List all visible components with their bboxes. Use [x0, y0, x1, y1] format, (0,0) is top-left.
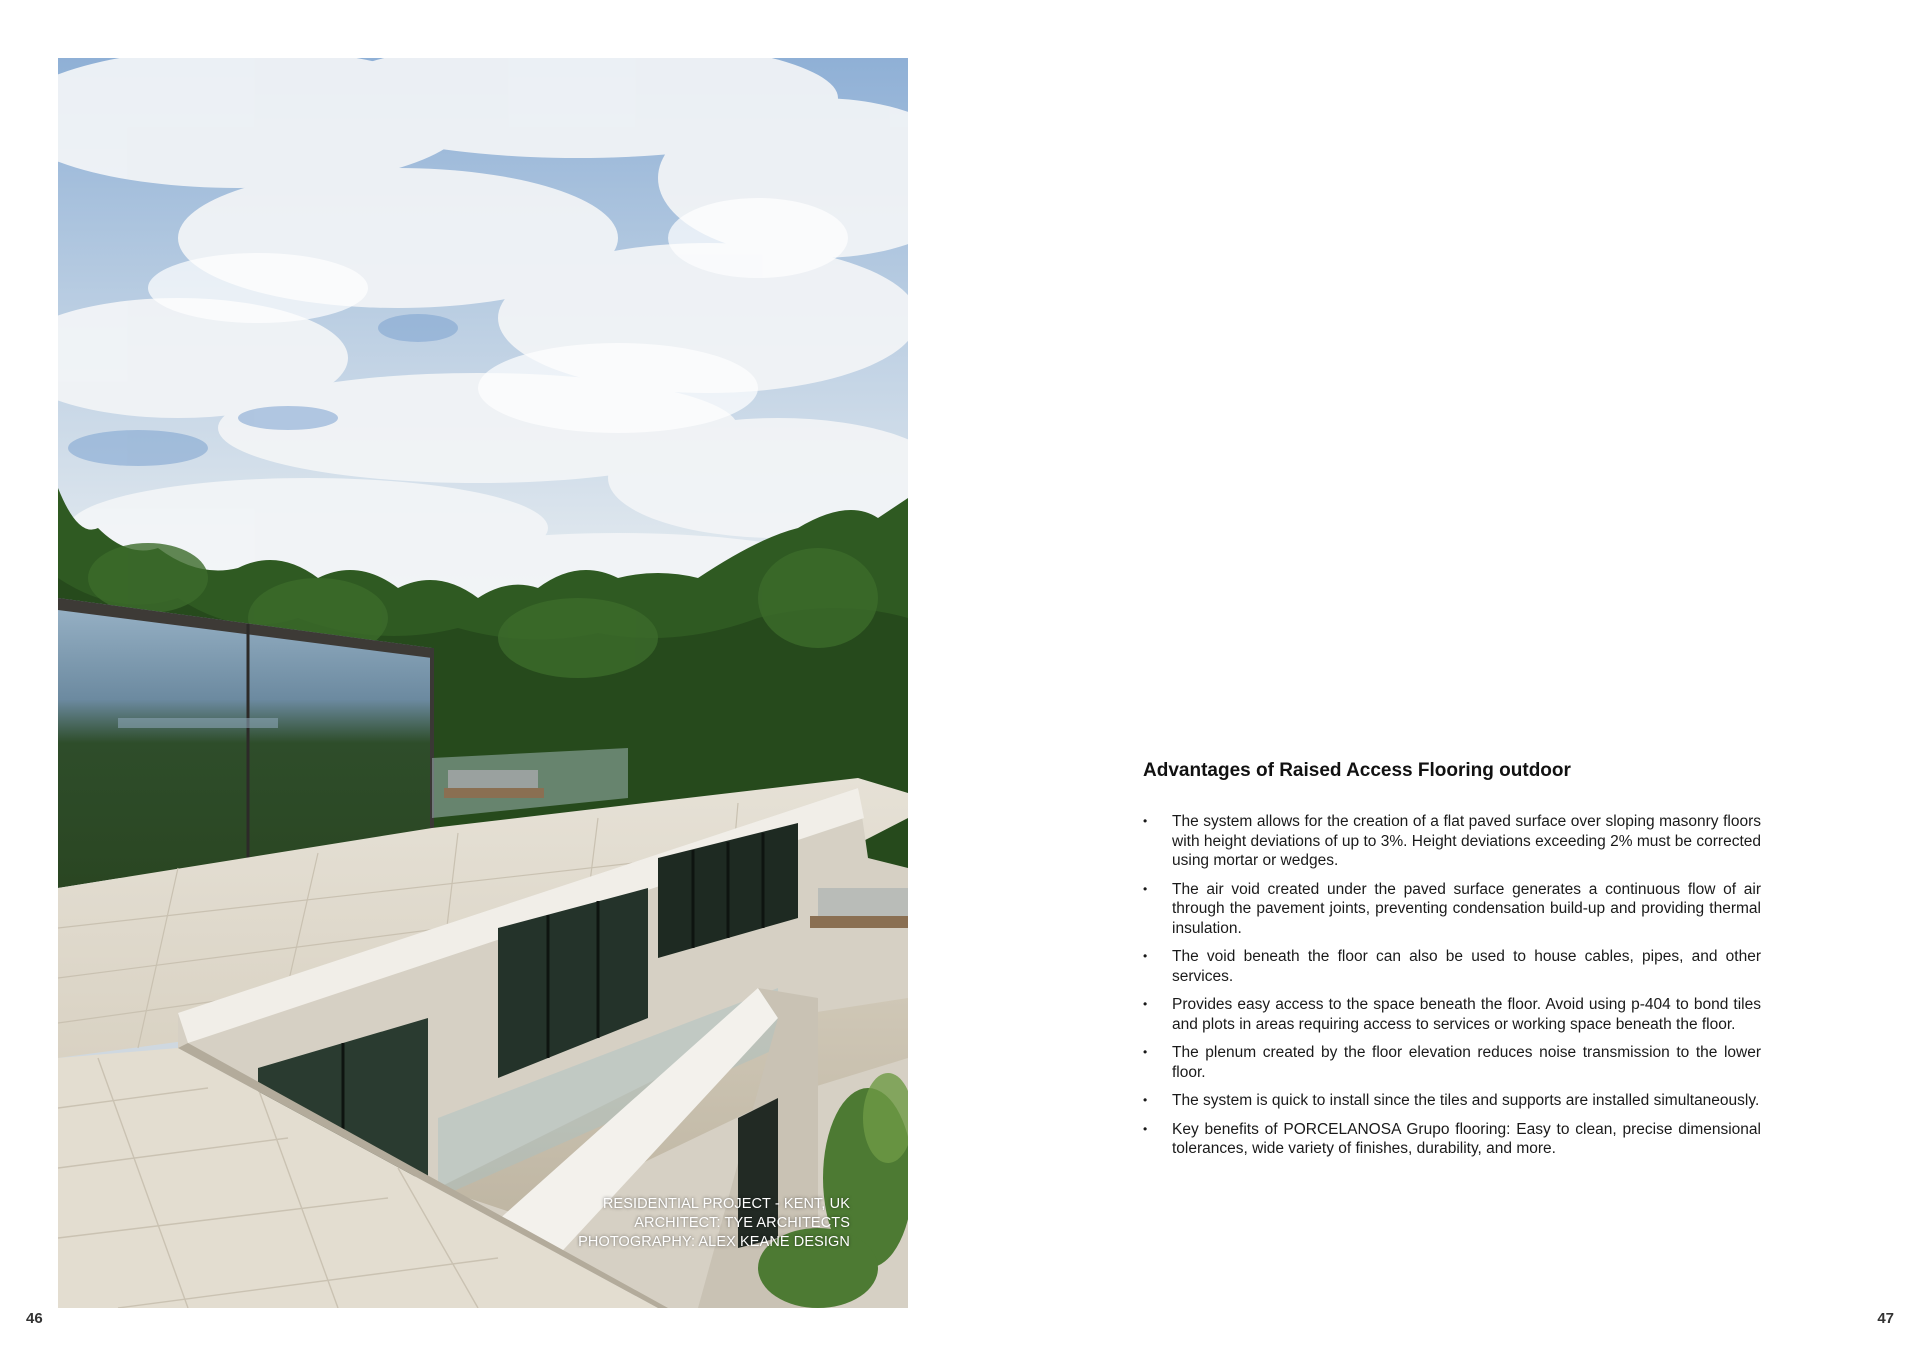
list-item: [1143, 880, 1761, 939]
bullet-icon: •: [1143, 1045, 1148, 1059]
article-title: Advantages of Raised Access Flooring outdoor: [1143, 760, 1571, 781]
list-item: [1143, 995, 1761, 1034]
list-item: [1143, 947, 1761, 986]
list-item-text: Provides easy access to the space beneath the floor. Avoid using p-404 to bond tiles and plots in areas requiring access to services or working space beneath the floor.: [1172, 996, 1761, 1033]
list-item-text: The void beneath the floor can also be used to house cables, pipes, and other services.: [1172, 948, 1761, 985]
list-item-text: The system allows for the creation of a flat paved surface over sloping masonry floors with height deviations of up to 3%. Height deviations exceeding 2% must be corrected using mortar or wedges.: [1172, 813, 1761, 869]
photo-credits: [578, 1195, 850, 1252]
list-item-text: The air void created under the paved surface generates a continuous flow of air through the pavement joints, preventing condensation build-up and providing thermal insulation.: [1172, 880, 1761, 937]
list-item-text: Key benefits of PORCELANOSA Grupo flooring: Easy to clean, precise dimensional tolerances, wide variety of finishes, durability, and more.: [1172, 1120, 1761, 1157]
page-number-left: 46: [26, 1310, 43, 1327]
bullet-icon: •: [1143, 997, 1148, 1011]
advantages-article: [1143, 760, 1761, 1168]
list-item: [1143, 1043, 1761, 1082]
list-item: [1143, 1091, 1761, 1111]
page-number-right: 47: [1877, 1310, 1894, 1327]
credit-architect: ARCHITECT: TYE ARCHITECTS: [634, 1215, 850, 1231]
bullet-icon: •: [1143, 814, 1148, 828]
list-item: [1143, 1120, 1761, 1159]
advantages-list: [1143, 812, 1761, 1159]
credit-photography: PHOTOGRAPHY: ALEX KEANE DESIGN: [578, 1234, 850, 1250]
credit-project: RESIDENTIAL PROJECT - KENT, UK: [602, 1196, 850, 1212]
bullet-icon: •: [1143, 1093, 1148, 1107]
bullet-icon: •: [1143, 1121, 1148, 1136]
list-item-text: The plenum created by the floor elevation reduces noise transmission to the lower floor.: [1172, 1044, 1761, 1081]
list-item: [1143, 812, 1761, 871]
bullet-icon: •: [1143, 949, 1148, 963]
bullet-icon: •: [1143, 881, 1148, 896]
list-item-text: The system is quick to install since the tiles and supports are installed simultaneously.: [1172, 1092, 1760, 1109]
residential-rooftop-photo: [58, 58, 908, 1308]
